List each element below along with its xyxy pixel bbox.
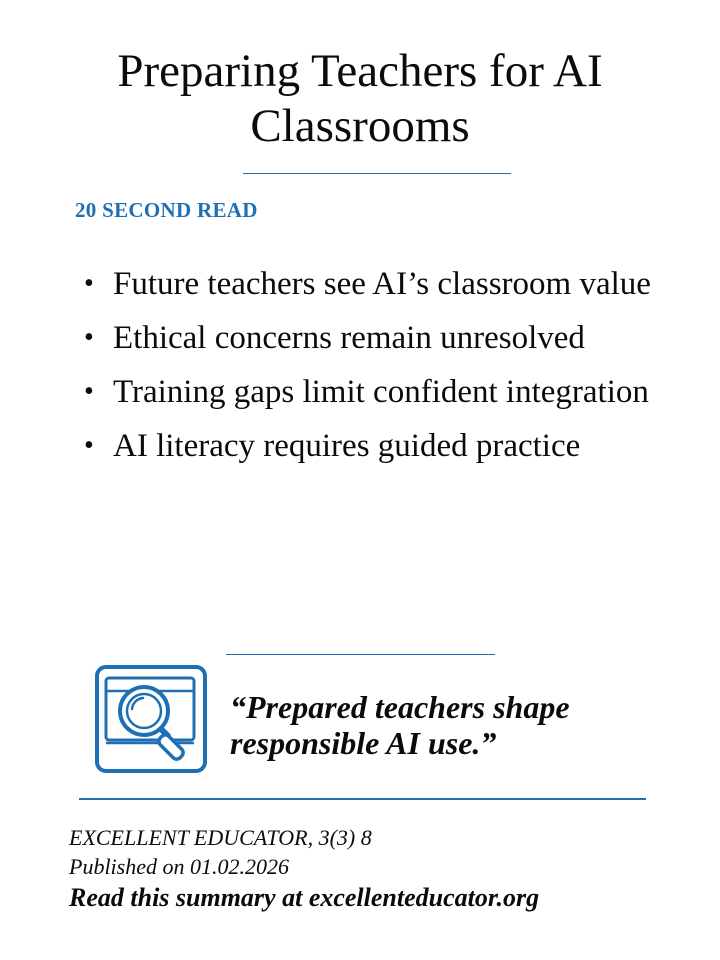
footer-divider xyxy=(79,798,646,800)
citation-block xyxy=(69,823,689,915)
key-point-text: Ethical concerns remain unresolved xyxy=(113,320,585,356)
magnifying-glass-icon xyxy=(95,665,207,773)
page-title: Preparing Teachers for AI Classrooms xyxy=(117,45,603,152)
bullet-icon: • xyxy=(84,376,94,407)
section-divider xyxy=(226,654,495,655)
pull-quote: “Prepared teachers shape responsible AI use.” xyxy=(230,689,570,761)
journal-reference: EXCELLENT EDUCATOR, 3(3) 8 xyxy=(69,825,372,850)
bullet-icon: • xyxy=(84,268,94,299)
key-point-text: AI literacy requires guided practice xyxy=(113,428,581,464)
key-point xyxy=(84,316,664,360)
key-point-text: Training gaps limit confident integration xyxy=(113,374,649,410)
key-point xyxy=(84,424,664,468)
title-divider xyxy=(243,173,511,174)
read-time-label: 20 SECOND READ xyxy=(75,198,258,222)
read-more-link[interactable]: Read this summary at excellenteducator.org xyxy=(69,883,540,912)
bullet-icon: • xyxy=(84,322,94,353)
bullet-icon: • xyxy=(84,430,94,461)
key-point xyxy=(84,370,664,414)
key-points-list xyxy=(84,262,664,478)
published-date: Published on 01.02.2026 xyxy=(69,854,289,879)
key-point-text: Future teachers see AI’s classroom value xyxy=(113,266,651,302)
key-point xyxy=(84,262,664,306)
